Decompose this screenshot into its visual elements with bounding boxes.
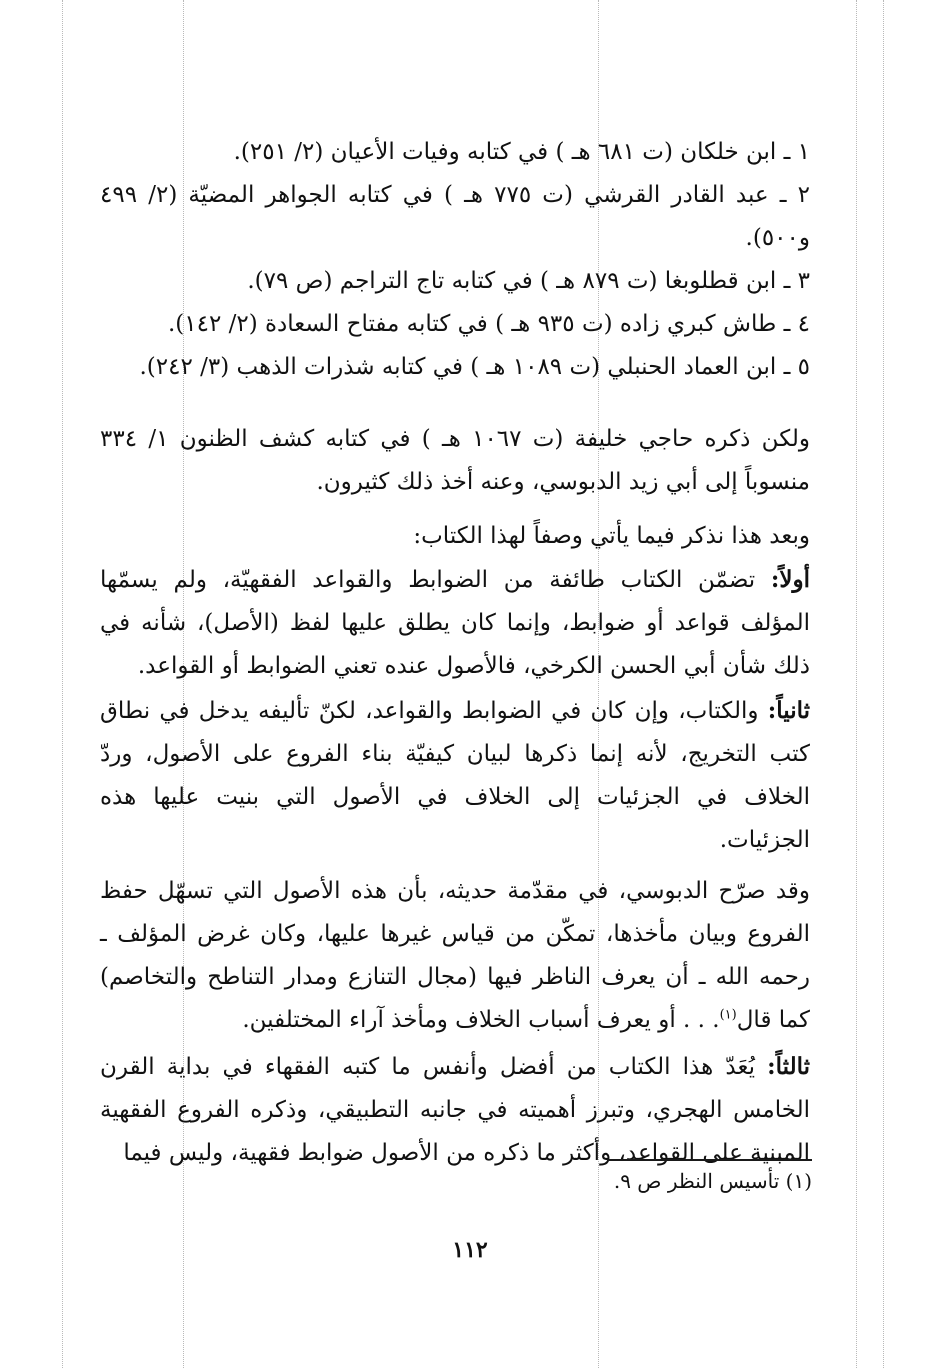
paragraph-text: والكتاب، وإن كان في الضوابط والقواعد، لكنّ تأليفه يدخل في نطاق كتب التخريج، لأنه إنما ذكرها لبيان كيفيّة بناء الفروع على الأصول، وردّ الخلاف في الجزئيات إلى الخلاف في الأصول التي بنيت عليها هذه الجزئيات. [100,698,810,853]
paragraph [100,870,810,1042]
list-item: ٤ ـ طاش كبري زاده (ت ٩٣٥ هـ ) في كتابه مفتاح السعادة (٢/ ١٤٢). [167,311,810,337]
paragraph-first [100,558,810,688]
paragraph-second [100,689,810,862]
footnote-divider [607,1159,812,1161]
list-item: ٣ ـ ابن قطلوبغا (ت ٨٧٩ هـ ) في كتابه تاج التراجم (ص ٧٩). [247,268,810,294]
list-item: ٢ ـ عبد القادر القرشي (ت ٧٧٥ هـ ) في كتابه الجواهر المضيّة (٢/ ٤٩٩ و٥٠٠). [100,182,810,251]
scan-fold-line [856,0,857,1368]
footnote-reference[interactable]: (١) [719,1007,737,1023]
scan-fold-line [883,0,884,1368]
paragraph: وبعد هذا نذكر فيما يأتي وصفاً لهذا الكتاب: [413,523,810,549]
paragraph-text: . . . أو يعرف أسباب الخلاف ومأخذ آراء المختلفين. [242,1007,720,1033]
list-item: ١ ـ ابن خلكان (ت ٦٨١ هـ ) في كتابه وفيات الأعيان (٢/ ٢٥١). [233,139,810,165]
list-item: ٥ ـ ابن العماد الحنبلي (ت ١٠٨٩ هـ ) في كتابه شذرات الذهب (٣/ ٢٤٢). [139,354,810,380]
page-number: ١١٢ [452,1237,488,1263]
paragraph-text: يُعَدّ هذا الكتاب من أفضل وأنفس ما كتبه الفقهاء في بداية القرن الخامس الهجري، وتبرز أهميته في جانبه التطبيقي، وذكره الفروع الفقهية المبنية على القواعد، وأكثر ما ذكره من الأصول ضوابط فقهية، وليس فيما [100,1054,810,1166]
scan-fold-line [62,0,63,1368]
paragraph-lead: ثانياً: [767,697,810,724]
reference-list [100,131,810,389]
footnote: (١) تأسيس النظر ص ٩. [613,1169,812,1193]
paragraph-text: وقد صرّح الدبوسي، في مقدّمة حديثه، بأن هذه الأصول التي تسهّل حفظ الفروع وبيان مأخذها، تمكّن من قياس غيرها عليها، وكان غرض المؤلف ـ رحمه الله ـ أن يعرف الناظر فيها (مجال التنازع ومدار التناطح والتخاصم) كما قال [100,878,810,1033]
paragraph-third [100,1045,810,1175]
paragraph-lead: ثالثاً: [767,1053,810,1080]
paragraph-lead: أولاً: [770,566,810,593]
paragraph: ولكن ذكره حاجي خليفة (ت ١٠٦٧ هـ ) في كتابه كشف الظنون ١/ ٣٣٤ منسوباً إلى أبي زيد الدبوسي، وعنه أخذ ذلك كثيرون. [100,426,811,495]
paragraph-text: تضمّن الكتاب طائفة من الضوابط والقواعد الفقهيّة، ولم يسمّها المؤلف قواعد أو ضوابط، وإنما كان يطلق عليها لفظ (الأصل)، شأنه في ذلك شأن أبي الحسن الكرخي، فالأصول عنده تعني الضوابط أو القواعد. [100,567,810,679]
